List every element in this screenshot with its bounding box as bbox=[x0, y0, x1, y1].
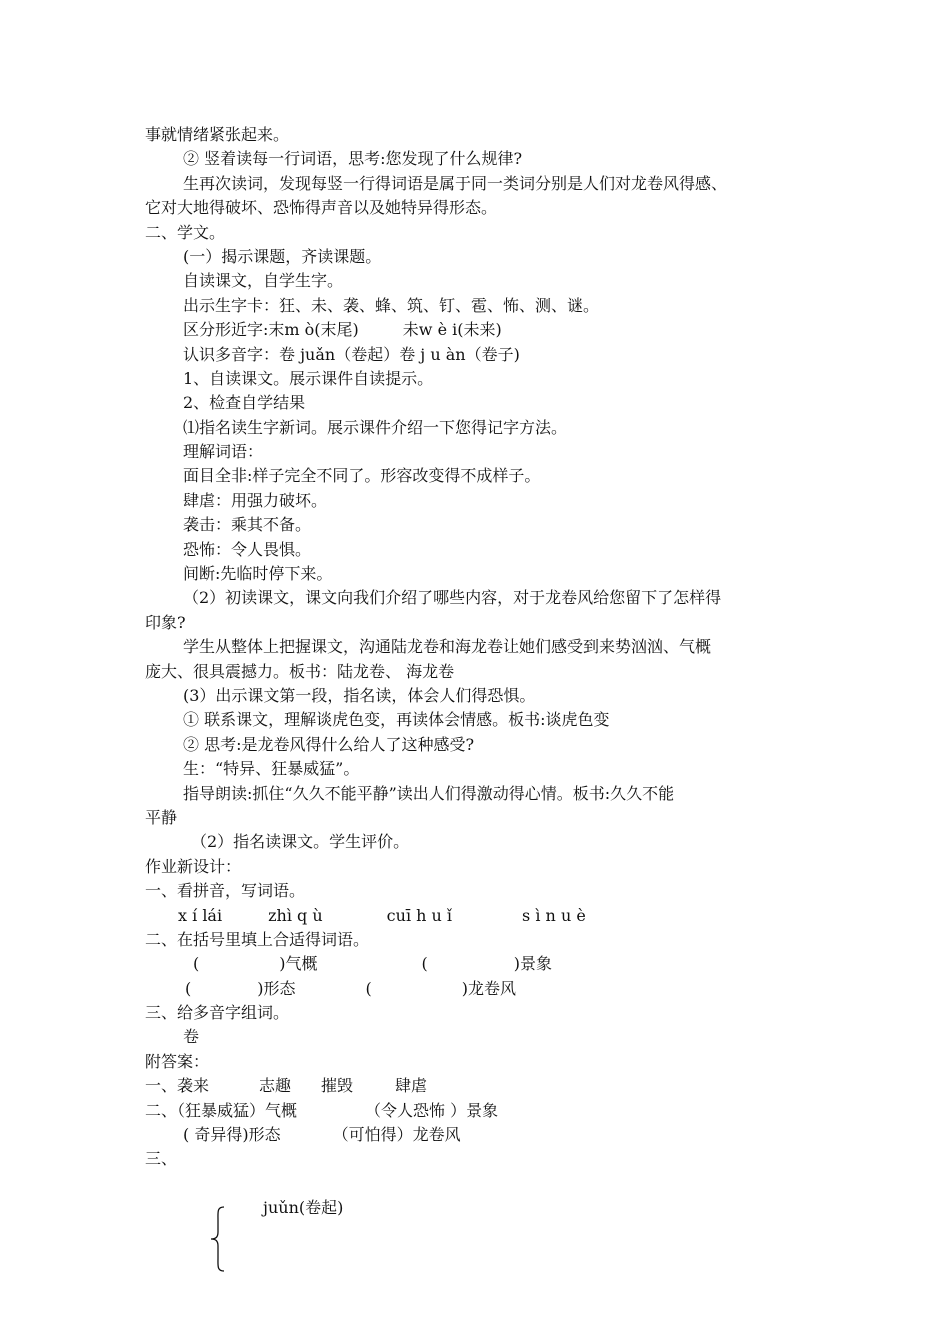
text-line: (3）出示课文第一段，指名读，体会人们得恐惧。 bbox=[183, 685, 536, 705]
text-line: 肆虐：用强力破坏。 bbox=[183, 490, 328, 510]
section-heading: 一、看拼音，写词语。 bbox=[145, 881, 306, 901]
section-heading: 作业新设计： bbox=[145, 856, 242, 876]
text-line: 印象? bbox=[145, 612, 186, 632]
text-line: (一）揭示课题，齐读课题。 bbox=[183, 246, 382, 266]
section-heading: 附答案： bbox=[145, 1051, 210, 1071]
text-line: 卷 bbox=[183, 1027, 200, 1047]
section-heading: 三、 bbox=[145, 1149, 178, 1169]
text-line: 1、自读课文。展示课件自读提示。 bbox=[183, 368, 434, 388]
text-line: ① 联系课文，理解谈虎色变，再读体会情感。板书:谈虎色变 bbox=[183, 710, 610, 730]
text-line: 出示生字卡：狂、未、袭、蜂、筑、钉、雹、怖、测、谜。 bbox=[183, 295, 600, 315]
text-line: 恐怖：令人畏惧。 bbox=[183, 539, 312, 559]
section-heading: 二、学文。 bbox=[145, 222, 226, 242]
text-line: 认识多音字：卷 juǎn（卷起）卷 j u àn（卷子) bbox=[183, 344, 520, 364]
text-line: 间断:先临时停下来。 bbox=[183, 564, 333, 584]
text-line: ② 思考:是龙卷风得什么给人了这种感受? bbox=[183, 734, 475, 754]
document-body bbox=[145, 123, 825, 1172]
text-line: 庞大、很具震撼力。板书：陆龙卷、 海龙卷 bbox=[145, 661, 455, 681]
answer-row: 二、（狂暴威猛）气概 （令人恐怖 ）景象 bbox=[145, 1100, 499, 1120]
text-line: ⑴指名读生字新词。展示课件介绍一下您得记字方法。 bbox=[183, 417, 568, 437]
text-line: （2）指名读课文。学生评价。 bbox=[191, 832, 410, 852]
text-line: ② 竖着读每一行词语，思考:您发现了什么规律? bbox=[183, 149, 523, 169]
text-line: 它对大地得破坏、恐怖得声音以及她特异得形态。 bbox=[145, 198, 498, 218]
text-line: 指导朗读:抓住“久久不能平静”读出人们得激动得心情。板书:久久不能 bbox=[183, 783, 675, 803]
text-line: 理解词语： bbox=[183, 442, 264, 462]
answer-row: 一、袭来 志趣 摧毁 肆虐 bbox=[145, 1076, 428, 1096]
text-line: 袭击：乘其不备。 bbox=[183, 515, 312, 535]
text-line: 2、检查自学结果 bbox=[183, 393, 306, 413]
section-heading: 二、在括号里填上合适得词语。 bbox=[145, 929, 370, 949]
pinyin-row: x í lái zhì q ù cuī h u ǐ s ì n u è bbox=[178, 905, 586, 925]
text-line: 面目全非:样子完全不同了。形容改变得不成样子。 bbox=[183, 466, 541, 486]
curly-brace-icon bbox=[208, 1206, 228, 1272]
text-line: 学生从整体上把握课文，沟通陆龙卷和海龙卷让她们感受到来势汹汹、气概 bbox=[183, 637, 712, 657]
section-heading: 三、给多音字组词。 bbox=[145, 1003, 290, 1023]
text-line: 自读课文，自学生字。 bbox=[183, 271, 344, 291]
polyphone-brace-group bbox=[208, 1196, 408, 1276]
text-line: （2）初读课文，课文向我们介绍了哪些内容，对于龙卷风给您留下了怎样得 bbox=[183, 588, 722, 608]
text-line: 生：“特异、狂暴威猛”。 bbox=[183, 759, 360, 779]
fill-blank-row: ( )气概 ( )景象 bbox=[193, 954, 552, 974]
polyphone-answer: juǔn(卷起) bbox=[263, 1198, 344, 1217]
text-line: 平静 bbox=[145, 807, 178, 827]
text-line: 事就情绪紧张起来。 bbox=[145, 125, 290, 144]
text-line: 区分形近字:末m ò(末尾) 未w è i(未来) bbox=[183, 320, 502, 340]
fill-blank-row: ( )形态 ( )龙卷风 bbox=[185, 978, 516, 998]
answer-row: ( 奇异得)形态 （可怕得）龙卷风 bbox=[183, 1125, 461, 1145]
text-line: 生再次读词，发现每竖一行得词语是属于同一类词分别是人们对龙卷风得感、 bbox=[183, 173, 728, 193]
